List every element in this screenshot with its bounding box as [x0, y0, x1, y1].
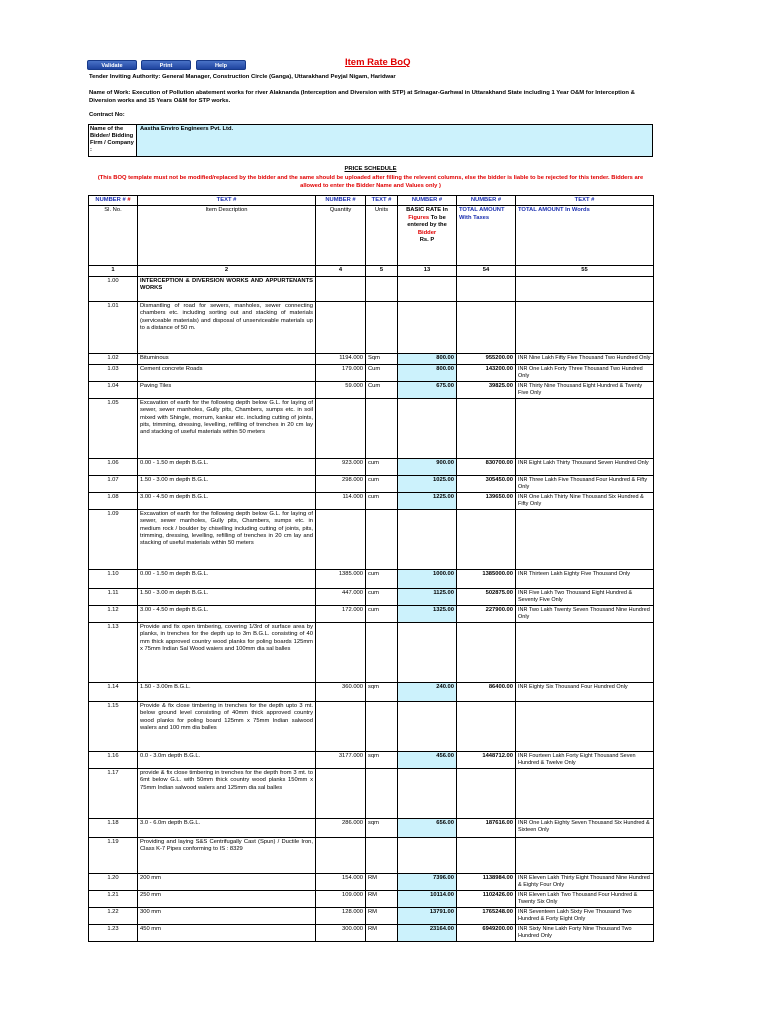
- sl-cell: 1.20: [89, 873, 138, 890]
- description-cell: provide & fix close timbering in trenches for the depth from 3 mt. to 6mt below G.L. with 50mm thick country wood planks 150mm x 75mm Indian salwood walers and 125mm dia sal balles: [138, 768, 316, 818]
- table-row: [89, 818, 654, 837]
- rate-field: [398, 701, 457, 751]
- quantity-cell: [316, 301, 366, 353]
- amount-words-cell: INR Fourteen Lakh Forty Eight Thousand Seven Hundred & Twelve Only: [516, 751, 654, 768]
- rate-field[interactable]: 1000.00: [398, 569, 457, 588]
- rate-field: [398, 398, 457, 458]
- amount-words-cell: [516, 837, 654, 873]
- rate-field: [398, 509, 457, 569]
- quantity-cell: [316, 768, 366, 818]
- price-schedule-title: PRICE SCHEDULE: [344, 166, 397, 172]
- rate-field[interactable]: 7396.00: [398, 873, 457, 890]
- total-amount-cell: 1765248.00: [457, 907, 516, 924]
- amount-words-cell: INR One Lakh Thirty Nine Thousand Six Hundred & Fifty Only: [516, 492, 654, 509]
- type-cell: NUMBER #: [398, 196, 457, 206]
- quantity-cell: 172.000: [316, 605, 366, 622]
- header-qty: Quantity: [316, 206, 366, 266]
- sl-cell: 1.11: [89, 588, 138, 605]
- quantity-cell: [316, 276, 366, 301]
- table-row: [89, 492, 654, 509]
- rate-field[interactable]: 240.00: [398, 682, 457, 701]
- unit-cell: cum: [366, 569, 398, 588]
- unit-cell: [366, 301, 398, 353]
- amount-words-cell: INR One Lakh Eighty Seven Thousand Six Hundred & Sixteen Only: [516, 818, 654, 837]
- table-row: [89, 381, 654, 398]
- sl-cell: 1.03: [89, 364, 138, 381]
- table-row: [89, 475, 654, 492]
- total-amount-cell: [457, 622, 516, 682]
- rate-field[interactable]: 1225.00: [398, 492, 457, 509]
- unit-cell: RM: [366, 924, 398, 941]
- quantity-cell: [316, 701, 366, 751]
- column-number-row: 1 2 4 5 13 54 55: [89, 266, 654, 276]
- boq-table: [88, 195, 654, 942]
- unit-cell: [366, 398, 398, 458]
- table-row: [89, 398, 654, 458]
- rate-field[interactable]: 800.00: [398, 364, 457, 381]
- total-amount-cell: [457, 276, 516, 301]
- quantity-cell: [316, 837, 366, 873]
- total-amount-cell: 6949200.00: [457, 924, 516, 941]
- unit-cell: [366, 622, 398, 682]
- table-row: [89, 701, 654, 751]
- sl-cell: 1.22: [89, 907, 138, 924]
- amount-words-cell: [516, 701, 654, 751]
- table-row: [89, 276, 654, 301]
- table-row: [89, 509, 654, 569]
- price-schedule-note: (This BOQ template must not be modified/replaced by the bidder and the same should be uploaded after filling the relevent columns, else the bidder is liable to be rejected for this tender. Bidders are allowed to enter the Bidder Name and Values only ): [97, 175, 644, 189]
- sl-cell: 1.07: [89, 475, 138, 492]
- table-row: [89, 364, 654, 381]
- description-cell: Bituminous: [138, 353, 316, 364]
- amount-words-cell: INR Two Lakh Twenty Seven Thousand Nine Hundred Only: [516, 605, 654, 622]
- description-cell: 1.50 - 3.00 m depth B.G.L.: [138, 588, 316, 605]
- total-amount-cell: 1102426.00: [457, 890, 516, 907]
- quantity-cell: 109.000: [316, 890, 366, 907]
- header-words: TOTAL AMOUNT In Words: [516, 206, 654, 266]
- unit-cell: cum: [366, 605, 398, 622]
- rate-field[interactable]: 456.00: [398, 751, 457, 768]
- description-cell: 3.00 - 4.50 m depth B.G.L.: [138, 605, 316, 622]
- rate-field[interactable]: 675.00: [398, 381, 457, 398]
- unit-cell: cum: [366, 458, 398, 475]
- quantity-cell: 360.000: [316, 682, 366, 701]
- total-amount-cell: [457, 509, 516, 569]
- amount-words-cell: INR Thirteen Lakh Eighty Five Thousand Only: [516, 569, 654, 588]
- total-amount-cell: 187616.00: [457, 818, 516, 837]
- bidder-name-field[interactable]: Aastha Enviro Engineers Pvt. Ltd.: [137, 125, 652, 156]
- description-cell: 3.00 - 4.50 m depth B.G.L.: [138, 492, 316, 509]
- total-amount-cell: 1385000.00: [457, 569, 516, 588]
- contract-no: Contract No:: [89, 112, 125, 118]
- amount-words-cell: INR Five Lakh Two Thousand Eight Hundred & Seventy Five Only: [516, 588, 654, 605]
- total-amount-cell: 955200.00: [457, 353, 516, 364]
- unit-cell: RM: [366, 873, 398, 890]
- description-cell: 0.00 - 1.50 m depth B.G.L.: [138, 458, 316, 475]
- sl-cell: 1.17: [89, 768, 138, 818]
- rate-field[interactable]: 23164.00: [398, 924, 457, 941]
- quantity-cell: [316, 509, 366, 569]
- table-row: [89, 588, 654, 605]
- amount-words-cell: [516, 509, 654, 569]
- unit-cell: [366, 701, 398, 751]
- table-row: [89, 751, 654, 768]
- description-cell: 300 mm: [138, 907, 316, 924]
- total-amount-cell: 502875.00: [457, 588, 516, 605]
- table-row: [89, 768, 654, 818]
- total-amount-cell: 305450.00: [457, 475, 516, 492]
- help-button[interactable]: Help: [196, 60, 246, 70]
- sl-cell: 1.02: [89, 353, 138, 364]
- amount-words-cell: [516, 768, 654, 818]
- total-amount-cell: 139650.00: [457, 492, 516, 509]
- quantity-cell: 114.000: [316, 492, 366, 509]
- total-amount-cell: [457, 768, 516, 818]
- table-row: [89, 605, 654, 622]
- description-cell: 450 mm: [138, 924, 316, 941]
- rate-field: [398, 768, 457, 818]
- page-title: Item Rate BoQ: [345, 57, 411, 68]
- description-cell: 1.50 - 3.00 m depth B.G.L.: [138, 475, 316, 492]
- quantity-cell: 300.000: [316, 924, 366, 941]
- unit-cell: sqm: [366, 751, 398, 768]
- description-cell: 0.00 - 1.50 m depth B.G.L.: [138, 569, 316, 588]
- type-cell: TEXT #: [516, 196, 654, 206]
- rate-field: [398, 301, 457, 353]
- description-cell: Cement concrete Roads: [138, 364, 316, 381]
- total-amount-cell: 830700.00: [457, 458, 516, 475]
- description-cell: Dismantling of road for sewers, manholes, sewer connecting chambers etc. including sorting out and stacking of materials (serviceable materials) and disposal of unserviceable materials up to a distance of 50 m.: [138, 301, 316, 353]
- bidder-box: [88, 124, 653, 157]
- type-cell: NUMBER #: [457, 196, 516, 206]
- quantity-cell: [316, 622, 366, 682]
- header-sl: Sl. No.: [89, 206, 138, 266]
- bidder-label: Name of the Bidder/ Bidding Firm / Company :: [89, 125, 137, 156]
- type-cell: NUMBER # #: [89, 196, 138, 206]
- quantity-cell: 1194.000: [316, 353, 366, 364]
- total-amount-cell: [457, 837, 516, 873]
- rate-field: [398, 276, 457, 301]
- tender-authority: Tender Inviting Authority: General Manager, Construction Circle (Ganga), Uttarakhand Peyjal Nigam, Haridwar: [89, 74, 396, 80]
- unit-cell: sqm: [366, 818, 398, 837]
- column-type-row: [89, 196, 654, 206]
- description-cell: 0.0 - 3.0m depth B.G.L.: [138, 751, 316, 768]
- unit-cell: [366, 768, 398, 818]
- sl-cell: 1.10: [89, 569, 138, 588]
- description-cell: Excavation of earth for the following depth below G.L. for laying of sewer, sewer manholes, Gully pits, Chambers, sumps etc. in soil mixed with Shingle, morrum, kankar etc. including cutting of joints, pits, trimming, dressing, levelling, refilling of trenches in 20 cm lay and stacking of useful materials within 50 meters: [138, 398, 316, 458]
- rate-field: [398, 622, 457, 682]
- rate-field[interactable]: 900.00: [398, 458, 457, 475]
- amount-words-cell: INR Thirty Nine Thousand Eight Hundred & Twenty Five Only: [516, 381, 654, 398]
- unit-cell: Cum: [366, 381, 398, 398]
- quantity-cell: 3177.000: [316, 751, 366, 768]
- amount-words-cell: INR Eleven Lakh Thirty Eight Thousand Nine Hundred & Eighty Four Only: [516, 873, 654, 890]
- description-cell: 200 mm: [138, 873, 316, 890]
- sl-cell: 1.23: [89, 924, 138, 941]
- amount-words-cell: [516, 301, 654, 353]
- amount-words-cell: INR Eighty Six Thousand Four Hundred Only: [516, 682, 654, 701]
- header-rate: BASIC RATE In Figures To be entered by the Bidder Rs. P: [398, 206, 457, 266]
- header-total: TOTAL AMOUNT With Taxes: [457, 206, 516, 266]
- description-cell: Provide & fix close timbering in trenches for the depth upto 3 mt. below ground level consisting of 40mm thick approved country wood planks for poling board 125mm x 75mm Indian salwood walers and 100 mm dia balles: [138, 701, 316, 751]
- sl-cell: 1.15: [89, 701, 138, 751]
- description-cell: Paving Tiles: [138, 381, 316, 398]
- table-row: [89, 458, 654, 475]
- total-amount-cell: [457, 701, 516, 751]
- total-amount-cell: 227900.00: [457, 605, 516, 622]
- unit-cell: [366, 837, 398, 873]
- column-header-row: [89, 206, 654, 266]
- rate-field[interactable]: 656.00: [398, 818, 457, 837]
- table-row: [89, 622, 654, 682]
- name-of-work: Name of Work: Execution of Pollution abatement works for river Alaknanda (Interception and Diversion with STP) at Srinagar-Garhwal in Uttarakhand State including 1 Year O&M for Interception & Diversion works and 15 Years O&M for STP works.: [89, 90, 635, 104]
- unit-cell: sqm: [366, 682, 398, 701]
- table-row: [89, 907, 654, 924]
- table-row: [89, 569, 654, 588]
- total-amount-cell: 1138984.00: [457, 873, 516, 890]
- sl-cell: 1.12: [89, 605, 138, 622]
- rate-field[interactable]: 1025.00: [398, 475, 457, 492]
- description-cell: Excavation of earth for the following depth below G.L. for laying of sewer, sewer manholes, Gully pits, Chambers, sumps etc. in medium rock / boulder by chiselling including cutting of joints, pits, trimming, dressing, levelling, refilling of trenches in 20 cm lay and stacking of useful materials within 50 meters: [138, 509, 316, 569]
- quantity-cell: 923.000: [316, 458, 366, 475]
- total-amount-cell: [457, 301, 516, 353]
- description-cell: 1.50 - 3.00m B.G.L.: [138, 682, 316, 701]
- quantity-cell: 1385.000: [316, 569, 366, 588]
- sl-cell: 1.18: [89, 818, 138, 837]
- amount-words-cell: [516, 276, 654, 301]
- quantity-cell: 179.000: [316, 364, 366, 381]
- amount-words-cell: INR One Lakh Forty Three Thousand Two Hundred Only: [516, 364, 654, 381]
- sl-cell: 1.05: [89, 398, 138, 458]
- description-cell: Providing and laying S&S Centrifugally Cast (Spun) / Ductile Iron, Class K-7 Pipes conforming to IS : 8329: [138, 837, 316, 873]
- unit-cell: [366, 276, 398, 301]
- total-amount-cell: 39825.00: [457, 381, 516, 398]
- quantity-cell: 128.000: [316, 907, 366, 924]
- unit-cell: cum: [366, 588, 398, 605]
- table-row: [89, 924, 654, 941]
- sl-cell: 1.00: [89, 276, 138, 301]
- rate-field[interactable]: 1325.00: [398, 605, 457, 622]
- unit-cell: [366, 509, 398, 569]
- amount-words-cell: INR Eleven Lakh Two Thousand Four Hundred & Twenty Six Only: [516, 890, 654, 907]
- sl-cell: 1.14: [89, 682, 138, 701]
- type-cell: TEXT #: [138, 196, 316, 206]
- quantity-cell: 154.000: [316, 873, 366, 890]
- type-cell: TEXT #: [366, 196, 398, 206]
- description-cell: Provide and fix open timbering, covering 1/3rd of surface area by planks, in trenches for the depth up to 3m B.G.L. consisting of 40 mm thick approved country wood planks for poling boards 125mm x 75mm Indian Sal Wood waiers and 100mm dia sal balles: [138, 622, 316, 682]
- sl-cell: 1.08: [89, 492, 138, 509]
- amount-words-cell: INR Eight Lakh Thirty Thousand Seven Hundred Only: [516, 458, 654, 475]
- rate-field[interactable]: 10114.00: [398, 890, 457, 907]
- amount-words-cell: [516, 398, 654, 458]
- rate-field: [398, 837, 457, 873]
- description-cell: 250 mm: [138, 890, 316, 907]
- total-amount-cell: [457, 398, 516, 458]
- amount-words-cell: INR Nine Lakh Fifty Five Thousand Two Hundred Only: [516, 353, 654, 364]
- table-row: [89, 837, 654, 873]
- sl-cell: 1.01: [89, 301, 138, 353]
- sl-cell: 1.04: [89, 381, 138, 398]
- rate-field[interactable]: 1125.00: [398, 588, 457, 605]
- unit-cell: Sqm: [366, 353, 398, 364]
- print-button[interactable]: Print: [141, 60, 191, 70]
- unit-cell: cum: [366, 492, 398, 509]
- sl-cell: 1.13: [89, 622, 138, 682]
- quantity-cell: 298.000: [316, 475, 366, 492]
- total-amount-cell: 143200.00: [457, 364, 516, 381]
- rate-field[interactable]: 13791.00: [398, 907, 457, 924]
- quantity-cell: [316, 398, 366, 458]
- unit-cell: Cum: [366, 364, 398, 381]
- quantity-cell: 447.000: [316, 588, 366, 605]
- amount-words-cell: [516, 622, 654, 682]
- validate-button[interactable]: Validate: [87, 60, 137, 70]
- quantity-cell: 59.000: [316, 381, 366, 398]
- table-row: [89, 873, 654, 890]
- description-cell: INTERCEPTION & DIVERSION WORKS AND APPURTENANTS WORKS: [138, 276, 316, 301]
- sl-cell: 1.19: [89, 837, 138, 873]
- rate-field[interactable]: 800.00: [398, 353, 457, 364]
- table-row: [89, 301, 654, 353]
- amount-words-cell: INR Three Lakh Five Thousand Four Hundred & Fifty Only: [516, 475, 654, 492]
- table-row: [89, 682, 654, 701]
- sl-cell: 1.09: [89, 509, 138, 569]
- amount-words-cell: INR Sixty Nine Lakh Forty Nine Thousand Two Hundred Only: [516, 924, 654, 941]
- quantity-cell: 286.000: [316, 818, 366, 837]
- unit-cell: RM: [366, 890, 398, 907]
- description-cell: 3.0 - 6.0m depth B.G.L.: [138, 818, 316, 837]
- header-units: Units: [366, 206, 398, 266]
- type-cell: NUMBER #: [316, 196, 366, 206]
- sl-cell: 1.06: [89, 458, 138, 475]
- unit-cell: RM: [366, 907, 398, 924]
- sl-cell: 1.21: [89, 890, 138, 907]
- header-item: Item Description: [138, 206, 316, 266]
- total-amount-cell: 86400.00: [457, 682, 516, 701]
- amount-words-cell: INR Seventeen Lakh Sixty Five Thousand Two Hundred & Forty Eight Only: [516, 907, 654, 924]
- unit-cell: cum: [366, 475, 398, 492]
- sl-cell: 1.16: [89, 751, 138, 768]
- table-row: [89, 890, 654, 907]
- table-row: [89, 353, 654, 364]
- total-amount-cell: 1448712.00: [457, 751, 516, 768]
